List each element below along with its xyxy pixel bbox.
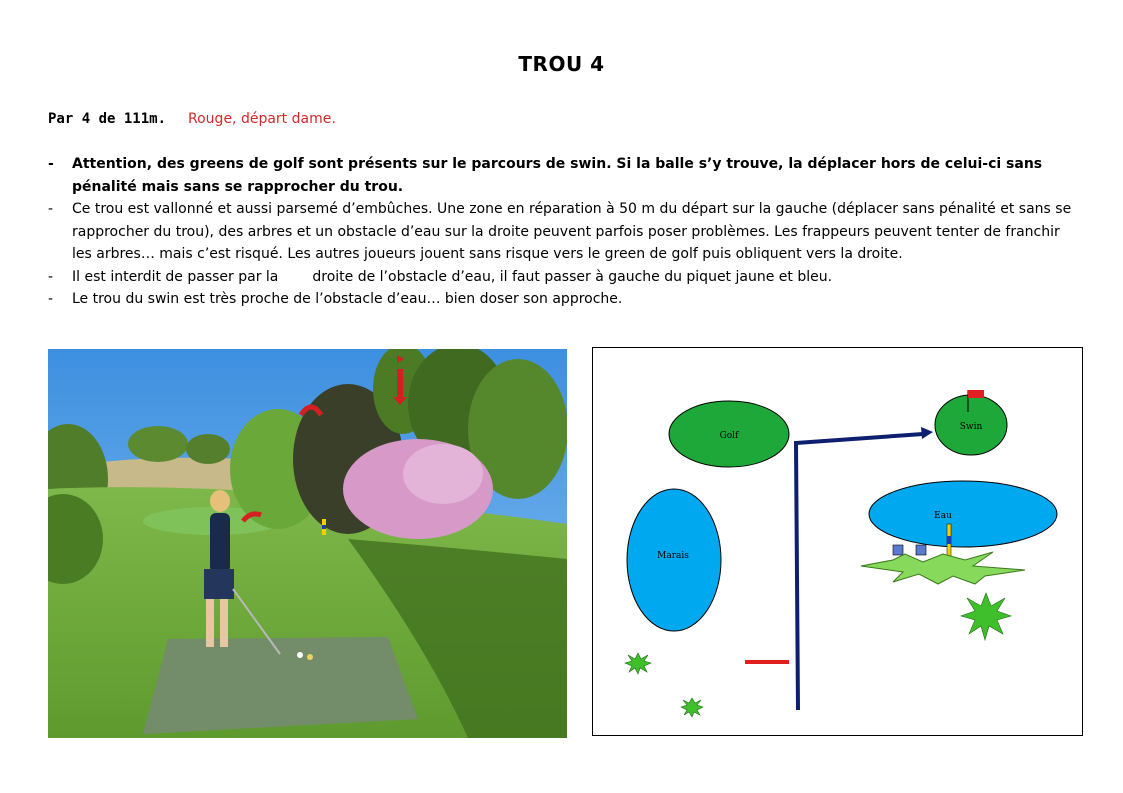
tee-info: Rouge, départ dame. <box>188 111 336 127</box>
water-zone <box>869 481 1057 547</box>
bullet-dash: - <box>48 156 54 172</box>
rules-list <box>48 153 1078 311</box>
swin-label: Swin <box>959 422 983 432</box>
rule-text: droite de l’obstacle d’eau, il faut passer à gauche du piquet jaune et bleu. <box>312 268 833 285</box>
bullet-dash: - <box>48 291 54 307</box>
water-label: Eau <box>934 511 952 521</box>
rule-item <box>48 153 1078 198</box>
hole-map <box>592 347 1083 736</box>
rough-patch <box>861 552 1025 584</box>
photo-illustration <box>48 349 567 738</box>
rule-text: Attention, des greens de golf sont présents sur le parcours de swin. Si la balle s’y trouve, la déplacer hors de celui-ci sans pénalité mais sans se rapprocher du trou. <box>72 156 1043 195</box>
bush-icon <box>625 653 651 674</box>
bush-icon <box>961 593 1011 640</box>
rule-text: Le trou du swin est très proche de l’obstacle d’eau… bien doser son approche. <box>72 291 623 307</box>
flag-icon <box>968 390 984 398</box>
rule-item <box>48 198 1078 266</box>
bush-icon <box>681 698 703 717</box>
marker-square <box>893 545 903 555</box>
golf-label: Golf <box>719 431 739 441</box>
rule-item <box>48 266 1078 289</box>
hole-photo <box>48 349 567 738</box>
rule-item <box>48 288 1078 311</box>
par-info: Par 4 de 111m. <box>48 111 167 127</box>
map-diagram <box>593 348 1082 735</box>
marsh-label: Marais <box>657 551 689 561</box>
page-title: TROU 4 <box>518 52 605 76</box>
arrow-icon <box>921 427 933 439</box>
bullet-dash: - <box>48 268 54 285</box>
rule-text: Il est interdit de passer par la <box>72 268 279 285</box>
marker-square <box>916 545 926 555</box>
rule-text: Ce trou est vallonné et aussi parsemé d’embûches. Une zone en réparation à 50 m du départ sur la gauche (déplacer sans pénalité et sans se rapprocher du trou), des arbres et un obstacle d’eau sur la droite peuvent parfois poser problèmes. Les frappeurs peuvent tenter de franchir les arbres… mais c’est risqué. Les autres joueurs jouent sans risque vers le green de golf puis obliquent vers la droite. <box>72 201 1072 262</box>
par-line <box>48 111 336 127</box>
bullet-dash: - <box>48 201 54 217</box>
